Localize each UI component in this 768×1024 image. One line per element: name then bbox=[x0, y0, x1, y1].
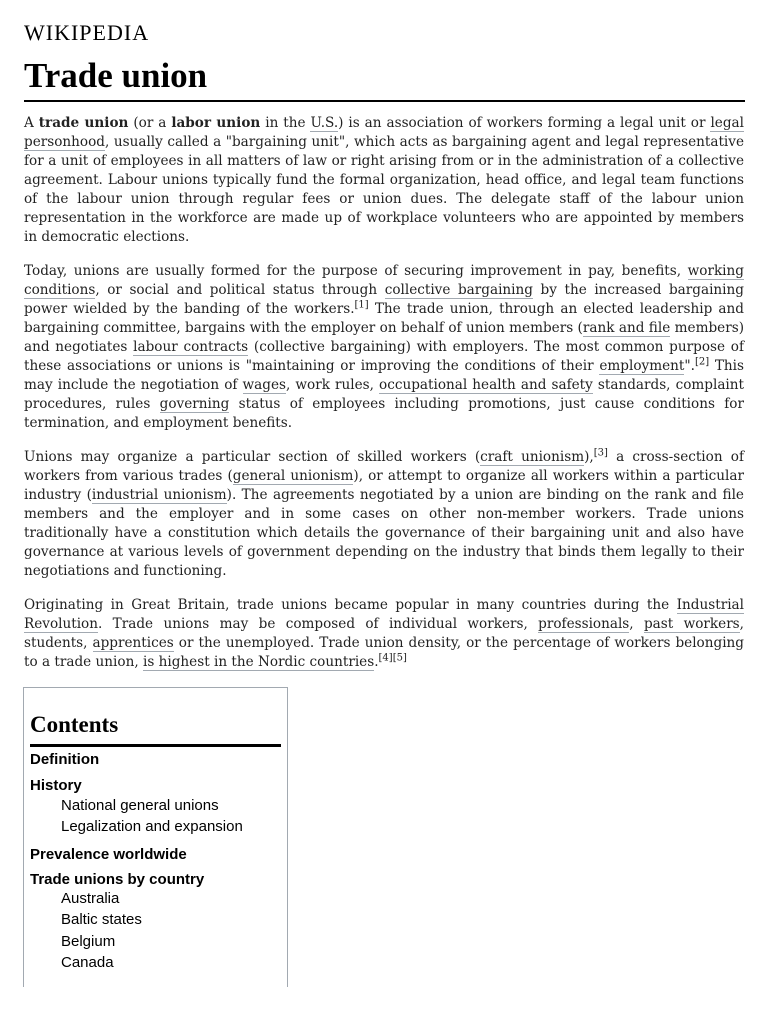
reference-2[interactable]: [2] bbox=[694, 356, 710, 368]
text: Unions may organize a particular section of skilled workers ( bbox=[24, 449, 481, 465]
toc-divider bbox=[30, 744, 281, 747]
toc-title: Contents bbox=[30, 712, 119, 737]
link-industrial-revolution[interactable]: Industrial Revolution bbox=[24, 597, 744, 632]
wikipedia-wordmark[interactable]: WIKIPEDIA bbox=[24, 20, 150, 45]
text: a cross-section of workers from various trades ( bbox=[24, 449, 745, 484]
text: ). The agreements negotiated by a union are binding on the rank and file members and the employer and in some cases on other non-member workers. Trade unions traditionally have a constitution which details the governance of their bargaining unit and also have governance at various levels of government depending on the industry that binds them legally to their negotiations and functioning. bbox=[24, 487, 744, 579]
link-collective-bargaining[interactable]: collective bargaining bbox=[384, 282, 533, 298]
article-body bbox=[24, 114, 744, 687]
text: ), or attempt to organize all workers within a particular industry ( bbox=[24, 468, 744, 503]
text: members) and negotiates bbox=[24, 320, 745, 355]
toc-item-prevalence-worldwide[interactable]: Prevalence worldwide bbox=[30, 846, 187, 863]
paragraph-4 bbox=[24, 596, 744, 672]
text: status of employees including promotions, just cause conditions for termination, and employment benefits. bbox=[24, 396, 744, 431]
reference-4[interactable]: [4] bbox=[378, 652, 393, 664]
link-rank-and-file[interactable]: rank and file bbox=[582, 320, 671, 336]
link-labour-contracts[interactable]: labour contracts bbox=[133, 339, 249, 355]
toc-item-baltic-states[interactable]: Baltic states bbox=[61, 911, 142, 928]
text: Today, unions are usually formed for the purpose of securing improvement in pay, benefits, bbox=[24, 263, 688, 279]
bold-term: trade union bbox=[38, 115, 129, 131]
link-employment[interactable]: employment bbox=[599, 358, 685, 374]
text: . Trade unions may be composed of individual workers, bbox=[98, 616, 539, 632]
paragraph-3 bbox=[24, 448, 744, 581]
text: A bbox=[24, 115, 39, 131]
title-divider bbox=[24, 100, 745, 102]
text: ) is an association of workers forming a legal unit or bbox=[338, 115, 711, 131]
toc-item-australia[interactable]: Australia bbox=[61, 890, 120, 907]
link-craft-unionism[interactable]: craft unionism bbox=[480, 449, 585, 465]
text: Originating in Great Britain, trade unions became popular in many countries during the bbox=[24, 597, 677, 613]
toc-item-definition[interactable]: Definition bbox=[30, 751, 100, 768]
bold-term: labor union bbox=[171, 115, 261, 131]
text: (or a bbox=[128, 115, 172, 131]
link-working-conditions[interactable]: working conditions bbox=[24, 263, 744, 298]
link-us[interactable]: U.S. bbox=[310, 115, 339, 131]
text: . bbox=[374, 654, 379, 670]
text: , bbox=[629, 616, 644, 632]
link-general-unionism[interactable]: general unionism bbox=[232, 468, 354, 484]
table-of-contents bbox=[23, 687, 288, 987]
text: by the increased bargaining power wielded by the banding of the workers. bbox=[24, 282, 744, 317]
link-past-workers[interactable]: past workers bbox=[643, 616, 740, 632]
link-legal-personhood[interactable]: legal personhood bbox=[24, 115, 744, 150]
page-title: Trade union bbox=[24, 56, 208, 95]
text: or the unemployed. Trade union density, or the percentage of workers belonging to a trade union, bbox=[24, 635, 744, 670]
text: (collective bargaining) with employers. The most common purpose of these associations or unions is "maintaining or improving the conditions of their bbox=[24, 339, 744, 374]
text: , or social and political status through bbox=[95, 282, 385, 298]
text: in the bbox=[260, 115, 311, 131]
paragraph-1 bbox=[24, 114, 744, 247]
link-wages[interactable]: wages bbox=[242, 377, 286, 393]
reference-3[interactable]: [3] bbox=[593, 447, 608, 459]
text: standards, complaint procedures, rules bbox=[24, 377, 744, 412]
toc-item-legalization-and-expansion[interactable]: Legalization and expansion bbox=[61, 818, 243, 835]
text: ), bbox=[584, 449, 594, 465]
toc-item-history[interactable]: History bbox=[30, 777, 82, 794]
link-occupational-health-and-safety[interactable]: occupational health and safety bbox=[379, 377, 593, 393]
link-industrial-unionism[interactable]: industrial unionism bbox=[91, 487, 227, 503]
link-professionals[interactable]: professionals bbox=[538, 616, 630, 632]
link-governing[interactable]: governing bbox=[159, 396, 230, 412]
toc-item-trade-unions-by-country[interactable]: Trade unions by country bbox=[30, 871, 205, 888]
toc-item-canada[interactable]: Canada bbox=[61, 954, 114, 971]
text: , usually called a "bargaining unit", which acts as bargaining agent and legal representative for a unit of employees in all matters of law or right arising from or in the administration of a collective agreement. Labour unions typically fund the formal organization, head office, and legal team functions of the labour union through regular fees or union dues. The delegate staff of the labour union representation in the workforce are made up of workplace volunteers who are appointed by members in democratic elections. bbox=[24, 134, 744, 245]
toc-item-national-general-unions[interactable]: National general unions bbox=[61, 797, 219, 814]
text: ". bbox=[684, 358, 695, 374]
link-apprentices[interactable]: apprentices bbox=[92, 635, 174, 651]
text: This may include the negotiation of bbox=[24, 358, 744, 393]
reference-1[interactable]: [1] bbox=[354, 299, 369, 311]
text: , students, bbox=[24, 616, 744, 651]
text: , work rules, bbox=[285, 377, 380, 393]
link-nordic-countries[interactable]: is highest in the Nordic countries bbox=[142, 654, 375, 670]
paragraph-2 bbox=[24, 262, 744, 433]
reference-5[interactable]: [5] bbox=[392, 652, 407, 664]
toc-item-belgium[interactable]: Belgium bbox=[61, 933, 116, 950]
text: The trade union, through an elected leadership and bargaining committee, bargains with the employer on behalf of union members ( bbox=[24, 301, 744, 336]
